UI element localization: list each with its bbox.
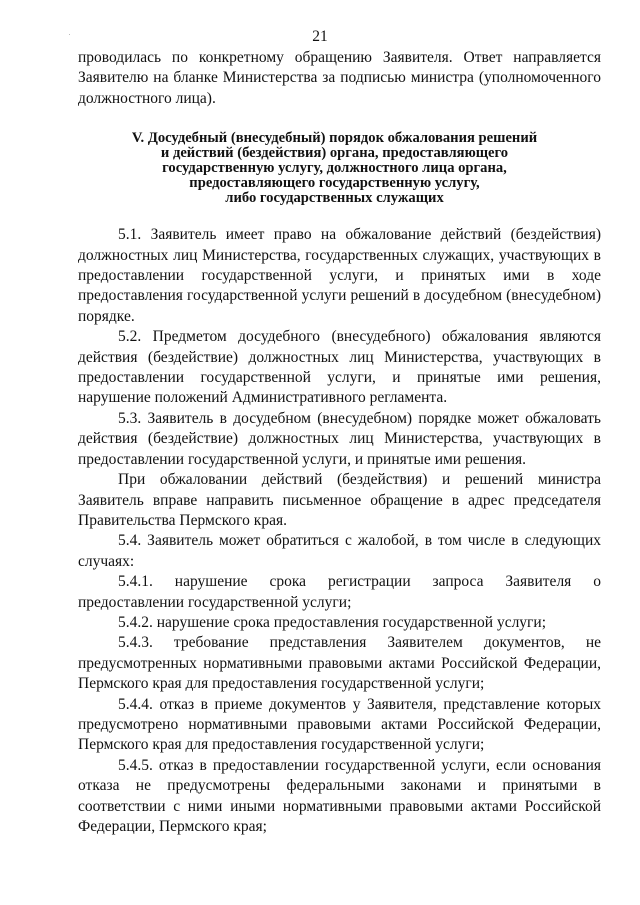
scan-speck [69,34,70,35]
heading-line: и действий (бездействия) органа, предоставляющего [160,145,509,162]
paragraph-5-4-3: 5.4.3. требование представления Заявителем документов, не предусмотренных нормативными правовыми актами Российской Федерации, Пермского края для предоставления государственной услуги; [78,634,601,693]
intro-continuation: проводилась по конкретному обращению Заявителя. Ответ направляется Заявителю на бланке Министерства за подписью министра (уполномоченного должностного лица). [78,49,601,107]
page-number: 21 [312,28,328,45]
heading-line: государственную услугу, должностного лица органа, [162,160,507,177]
paragraph-5-4: 5.4. Заявитель может обратиться с жалобой, в том числе в следующих случаях: [78,532,601,570]
paragraph-5-3-appeal: При обжаловании действий (бездействия) и решений министра Заявитель вправе направить письменное обращение в адрес председателя Правительства Пермского края. [78,471,601,529]
section-heading [78,131,601,206]
heading-line: либо государственных служащих [225,190,444,207]
paragraph-5-4-5: 5.4.5. отказ в предоставлении государственной услуги, если основания отказа не предусмотрены федеральными законами и принятыми в соответствии с ними иными нормативными правовыми актами Российской Федерации, Пермского края; [78,756,601,835]
paragraph-5-1: 5.1. Заявитель имеет право на обжалование действий (бездействия) должностных лиц Министерства, государственных служащих, участвующих в предоставлении государственной услуги, и принятых ими в ходе предоставления государственной услуги решений в досудебном (внесудебном) порядке. [78,226,601,325]
paragraph-5-4-1: 5.4.1. нарушение срока регистрации запроса Заявителя о предоставлении государственной услуги; [78,573,601,611]
heading-line: V. Досудебный (внесудебный) порядок обжалования решений [131,130,538,147]
paragraph-5-2: 5.2. Предметом досудебного (внесудебного) обжалования являются действия (бездействие) должностных лиц Министерства, участвующих в предоставлении государственной услуги, и принятые ими решения, нарушение положений Административного регламента. [78,328,601,407]
heading-line: предоставляющего государственную услугу, [189,175,480,192]
paragraph-5-3: 5.3. Заявитель в досудебном (внесудебном) порядке может обжаловать действия (бездействие) должностных лиц Министерства, участвующих в предоставлении государственной услуги, и принятые ими решения. [78,409,601,468]
paragraph-5-4-2: 5.4.2. нарушение срока предоставления государственной услуги; [118,613,547,631]
paragraph-5-4-4: 5.4.4. отказ в приеме документов у Заявителя, представление которых предусмотрено нормативными правовыми актами Российской Федерации, Пермского края для предоставления государственной услуги; [78,695,601,754]
document-body [78,48,601,837]
